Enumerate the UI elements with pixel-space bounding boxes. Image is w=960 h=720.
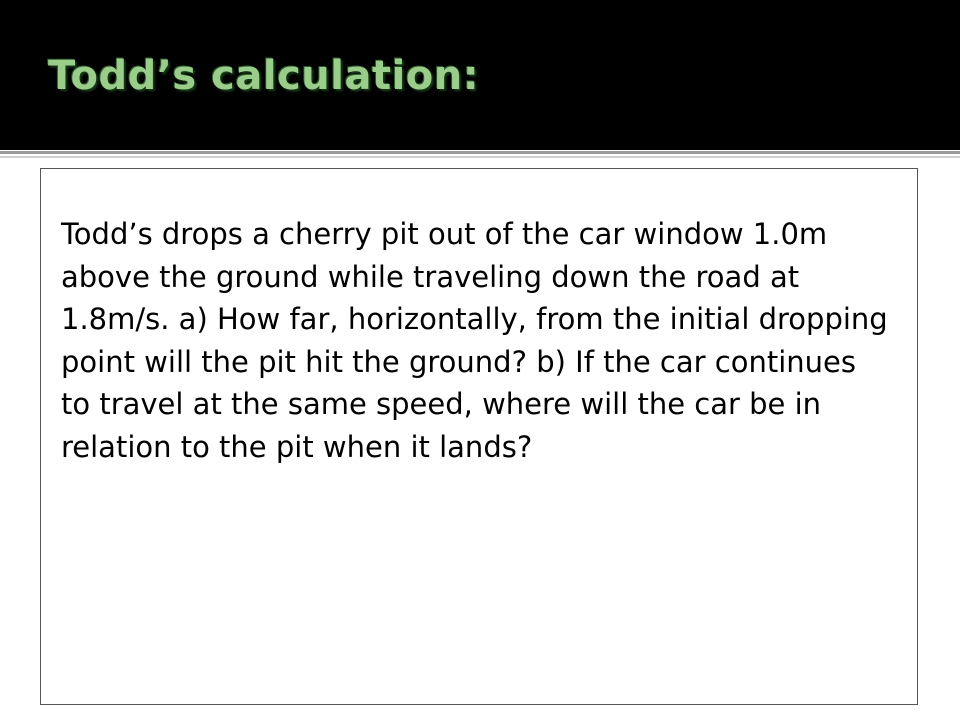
problem-text: Todd’s drops a cherry pit out of the car window 1.0m above the ground while traveling down the road at 1.8m/s. a) How far, horizontally, from the initial dropping point will the pit hit the ground? b) If the car continues to travel at the same speed, where will the car be in relation to the pit when it lands? — [61, 217, 888, 464]
title-divider-dark — [0, 151, 960, 154]
title-divider-light — [0, 156, 960, 158]
title-band — [0, 0, 960, 150]
content-box — [40, 168, 918, 705]
slide-title: Todd’s calculation: — [48, 53, 480, 99]
